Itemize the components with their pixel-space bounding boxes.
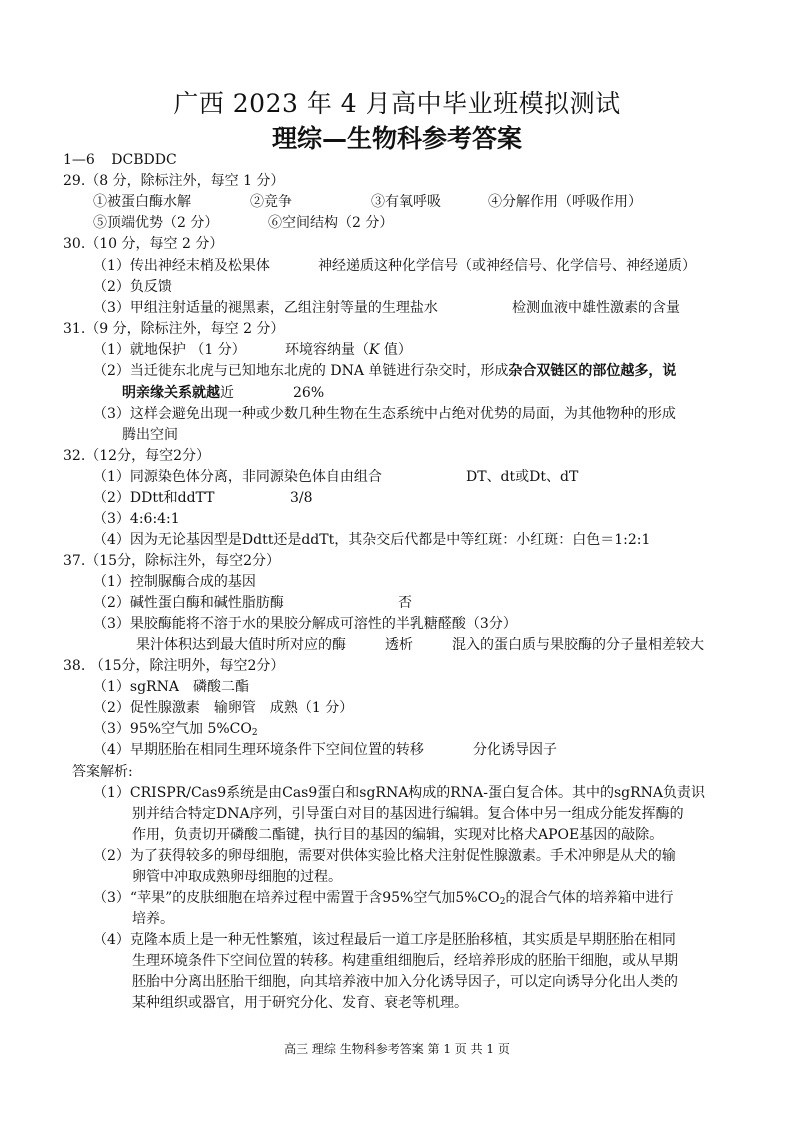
q37-part-2b: 否 bbox=[398, 595, 412, 611]
page-footer: 高三 理综 生物科参考答案 第 1 页 共 1 页 bbox=[284, 1042, 510, 1056]
analysis-4-line2: 生理环境条件下空间位置的转移。构建重组细胞后，经培养形成的胚胎干细胞，或从早期 bbox=[132, 953, 678, 969]
q32-part-1b: DT、dt或Dt、dT bbox=[466, 469, 579, 485]
q30-part-3a: （3）甲组注射适量的褪黑素，乙组注射等量的生理盐水 bbox=[93, 300, 438, 316]
q31-part-2c: 明亲缘关系就越 bbox=[122, 385, 220, 401]
q30-part-1a: （1）传出神经末梢及松果体 bbox=[93, 258, 270, 274]
q30-part-3b: 检测血液中雄性激素的含量 bbox=[512, 300, 680, 316]
q31-part-2-line2 bbox=[122, 383, 234, 403]
q38-part-4a: （4）早期胚胎在相同生理环境条件下空间位置的转移 bbox=[93, 742, 424, 758]
q37-part-3b: 果汁体积达到最大值时所对应的酶 bbox=[136, 637, 346, 653]
analysis-1-line3: 作用，负责切开磷酸二酯键，执行目的基因的编辑，实现对比格犬APOE基因的敲除。 bbox=[132, 827, 664, 843]
q29-answer-4: ④分解作用（呼吸作用） bbox=[488, 194, 642, 210]
q29-answer-6: ⑥空间结构（2 分） bbox=[268, 215, 394, 231]
q31-part-2-line1 bbox=[93, 361, 676, 381]
q38-part-3-text: （3）95%空气加 5%CO bbox=[93, 721, 252, 737]
analysis-heading: 答案解析: bbox=[72, 764, 133, 780]
analysis-3-line2: 培养。 bbox=[132, 911, 174, 927]
q31-part-3a: （3）这样会避免出现一种或少数几种生物在生态系统中占绝对优势的局面，为其他物种的形成 bbox=[93, 406, 676, 422]
q30-part-1b: 神经递质这种化学信号（或神经信号、化学信号、神经递质） bbox=[318, 258, 696, 274]
analysis-3-text-b: 的混合气体的培养箱中进行 bbox=[505, 890, 674, 906]
mc-answers-line bbox=[63, 150, 177, 170]
q37-part-3a: （3）果胶酶能将不溶于水的果胶分解成可溶性的半乳糖醛酸（3分） bbox=[93, 616, 517, 632]
q37-part-3d: 混入的蛋白质与果胶酶的分子量相差较大 bbox=[452, 637, 704, 653]
q32-part-4: （4）因为无论基因型是Ddtt还是ddTt，其杂交后代都是中等红斑：小红斑：白色＝1:2:1 bbox=[93, 532, 651, 548]
q31-k-symbol: K bbox=[369, 342, 380, 358]
q31-part-1a: （1）就地保护 （1 分） bbox=[93, 342, 246, 358]
q31-part-1b-text: 环境容纳量（ bbox=[285, 342, 369, 358]
mc-label: 1—6 bbox=[63, 152, 95, 168]
q30-part-2: （2）负反馈 bbox=[93, 279, 172, 295]
q29-heading: 29.（8 分，除标注外，每空 1 分） bbox=[63, 173, 285, 189]
q32-part-2b: 3/8 bbox=[290, 490, 313, 506]
q32-part-1a: （1）同源染色体分离，非同源染色体自由组合 bbox=[93, 469, 382, 485]
q32-heading: 32.（12分，每空2分） bbox=[63, 448, 210, 464]
mc-answers: DCBDDC bbox=[111, 152, 177, 168]
page-subtitle: 理综—生物科参考答案 bbox=[271, 124, 522, 153]
analysis-4-line3: 胚胎中分离出胚胎干细胞，向其培养液中加入分化诱导因子，可以定向诱导分化出人类的 bbox=[132, 974, 678, 990]
analysis-2-line2: 卵管中冲取成熟卵母细胞的过程。 bbox=[132, 869, 342, 885]
q31-part-2a: （2）当迁徙东北虎与已知地东北虎的 DNA 单链进行杂交时，形成 bbox=[93, 363, 509, 379]
q37-part-3c: 透析 bbox=[385, 637, 413, 653]
analysis-3-text-a: （3）“苹果”的皮肤细胞在培养过程中需置于含95%空气加5%CO bbox=[93, 890, 500, 906]
q38-part-4b: 分化诱导因子 bbox=[473, 742, 557, 758]
analysis-3-line1 bbox=[93, 888, 673, 908]
q38-part-3 bbox=[93, 719, 258, 739]
q38-part-2: （2）促性腺激素 输卵管 成熟（1 分） bbox=[93, 700, 354, 716]
q38-part-3-sub: 2 bbox=[251, 728, 258, 738]
page-title: 广西 2023 年 4 月高中毕业班模拟测试 bbox=[173, 89, 621, 118]
q31-part-3b: 腾出空间 bbox=[122, 427, 178, 443]
analysis-1-line2: 别并结合特定DNA序列，引导蛋白对目的基因进行编辑。复合体中另一组成分能发挥酶的 bbox=[132, 806, 684, 822]
q32-part-3: （3）4:6:4:1 bbox=[93, 511, 180, 527]
q37-part-2a: （2）碱性蛋白酶和碱性脂肪酶 bbox=[93, 595, 284, 611]
analysis-1-line1: （1）CRISPR/Cas9系统是由Cas9蛋白和sgRNA构成的RNA-蛋白复合体。其中的sgRNA负责识 bbox=[93, 785, 705, 801]
q31-part-1b bbox=[285, 340, 412, 360]
q38-part-1: （1）sgRNA 磷酸二酯 bbox=[93, 679, 249, 695]
q29-answer-2: ②竞争 bbox=[250, 194, 292, 210]
analysis-4-line1: （4）克隆本质上是一种无性繁殖，该过程最后一道工序是胚胎移植，其实质是早期胚胎在相同 bbox=[93, 932, 676, 948]
q31-part-1b-end: 值） bbox=[379, 342, 412, 358]
q31-part-2e: 26% bbox=[293, 385, 325, 401]
q32-part-2a: （2）DDtt和ddTT bbox=[93, 490, 215, 506]
q29-answer-1: ①被蛋白酶水解 bbox=[93, 194, 191, 210]
q29-answer-5: ⑤顶端优势（2 分） bbox=[93, 215, 219, 231]
q29-answer-3: ③有氧呼吸 bbox=[371, 194, 441, 210]
q38-heading: 38. （15分，除注明外，每空2分） bbox=[63, 658, 285, 674]
q37-part-1: （1）控制脲酶合成的基因 bbox=[93, 574, 256, 590]
analysis-3-sub: 2 bbox=[499, 897, 506, 907]
q31-part-2d: 近 bbox=[220, 385, 234, 401]
q31-part-2b: 杂合双链区的部位越多，说 bbox=[508, 363, 677, 379]
q31-heading: 31.（9 分，除标注外，每空 2 分） bbox=[63, 321, 285, 337]
analysis-4-line4: 某种组织或器官，用于研究分化、发育、衰老等机理。 bbox=[132, 995, 468, 1011]
q37-heading: 37.（15分，除标注外，每空2分） bbox=[63, 553, 280, 569]
q30-heading: 30.（10 分，每空 2 分） bbox=[63, 236, 224, 252]
analysis-2-line1: （2）为了获得较多的卵母细胞，需要对供体实验比格犬注射促性腺激素。手术冲卵是从犬的输 bbox=[93, 848, 676, 864]
